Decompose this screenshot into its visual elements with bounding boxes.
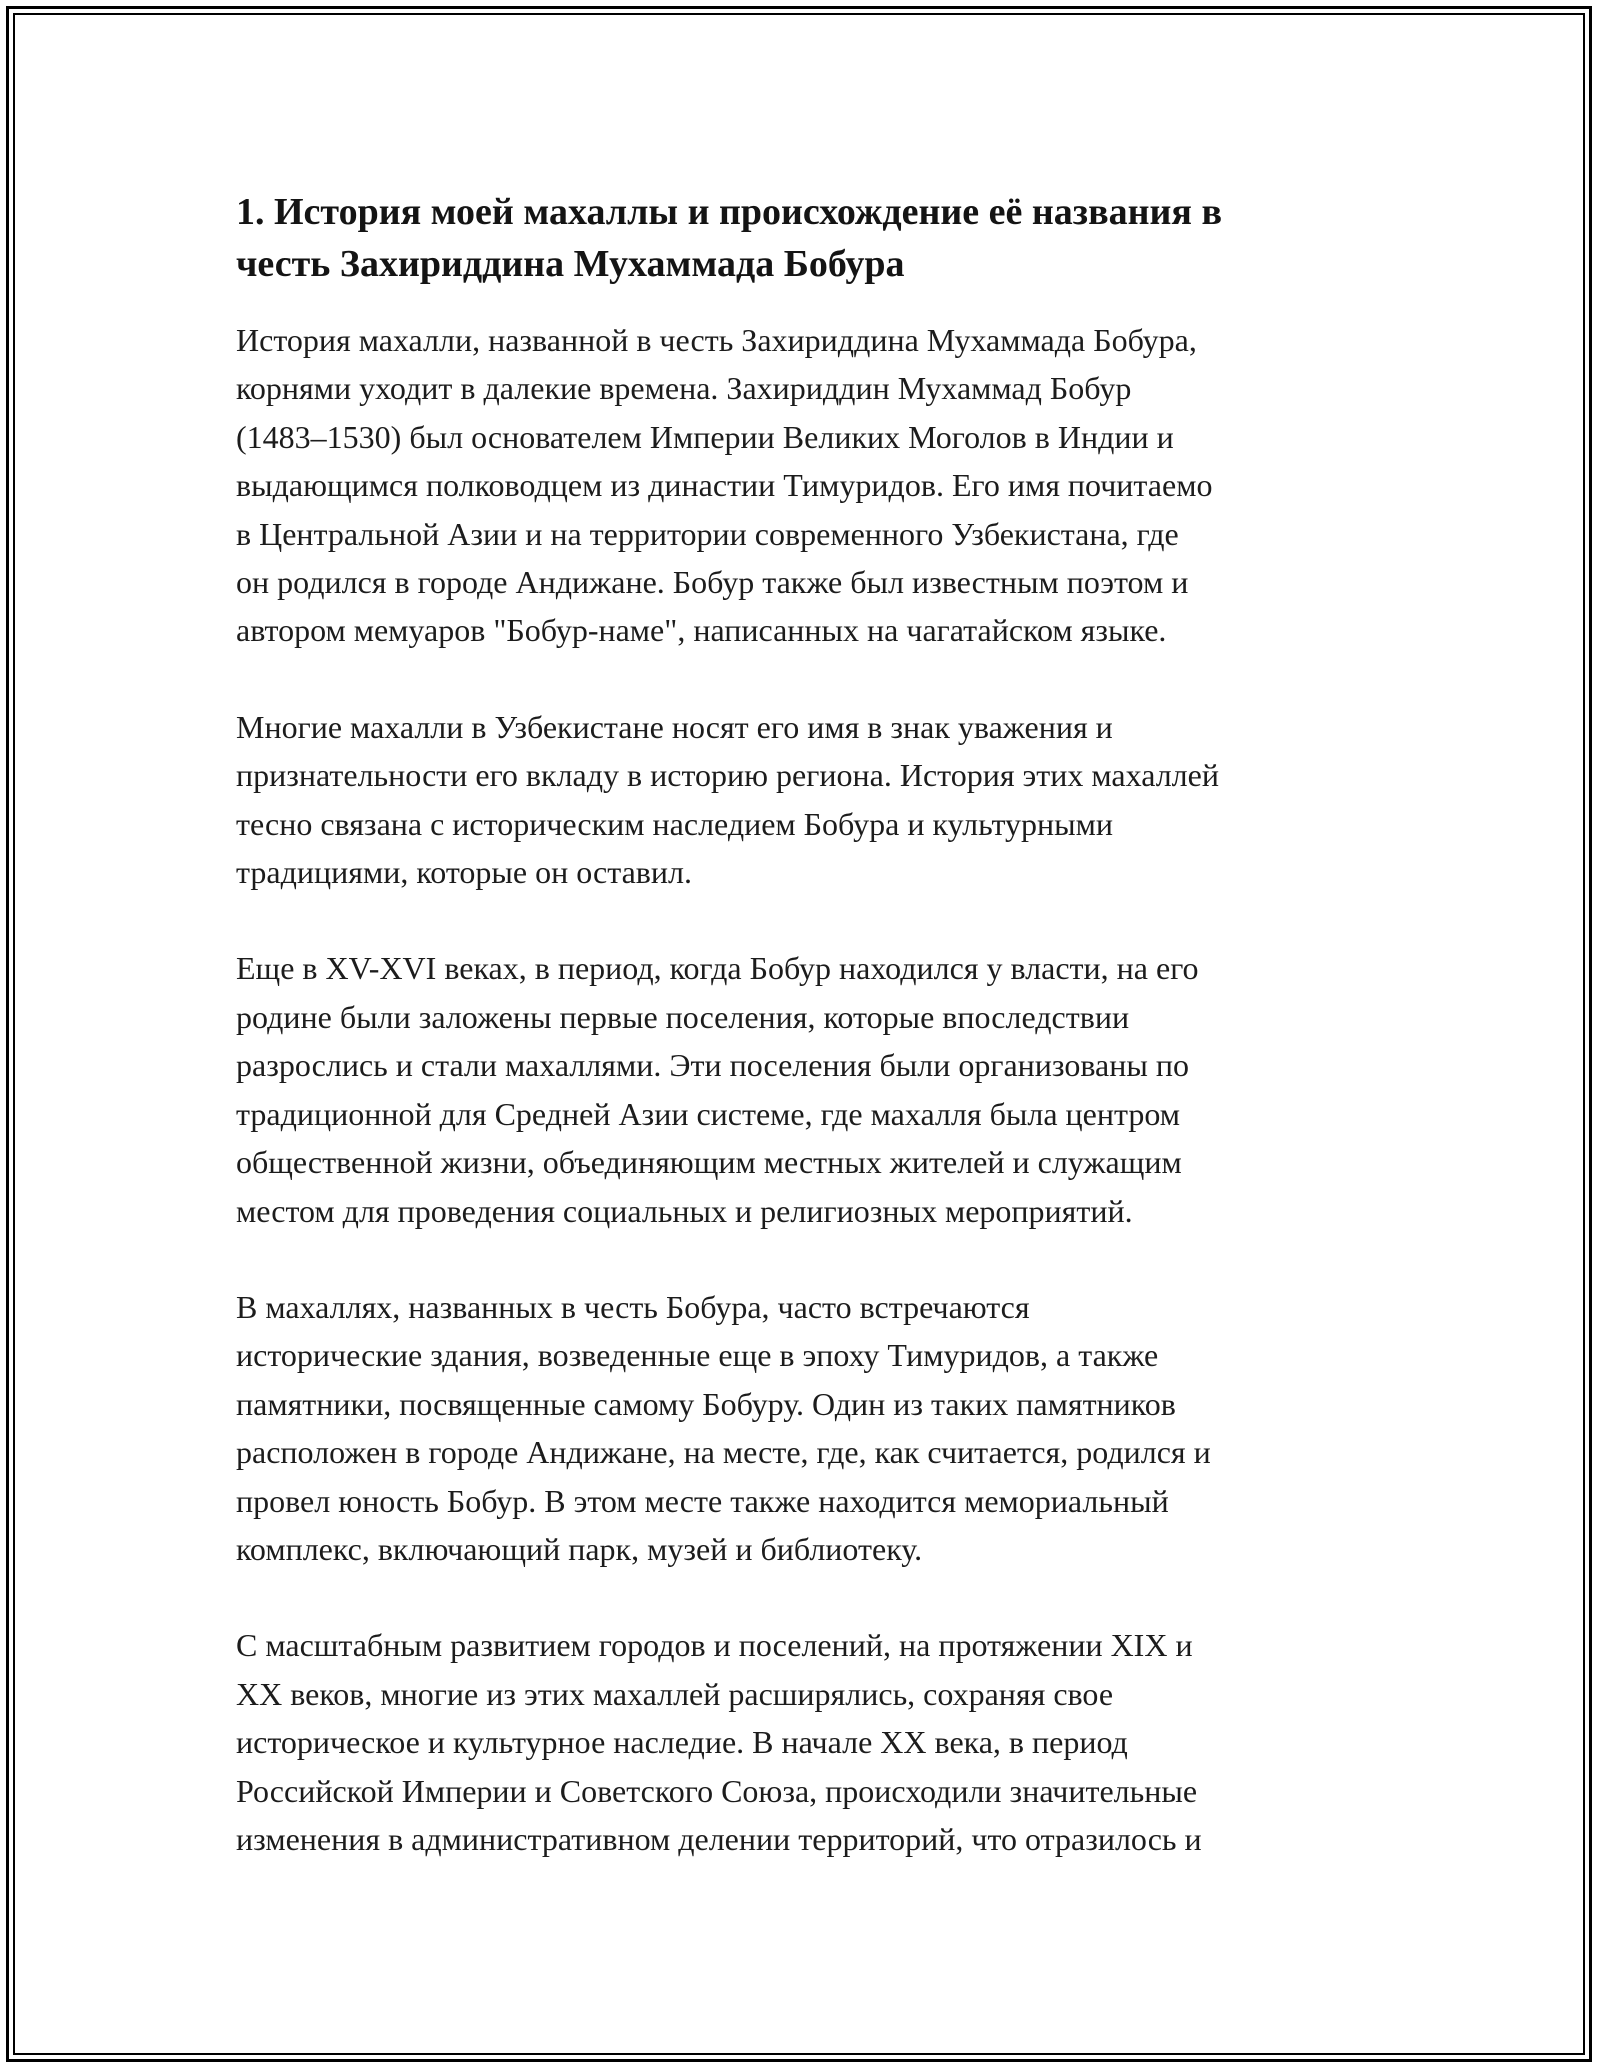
text-line: тесно связана с историческим наследием Бобура и культурными	[236, 805, 1114, 842]
text-line: общественной жизни, объединяющим местных жителей и служащим	[236, 1144, 1182, 1181]
text-line: историческое и культурное наследие. В начале XX века, в период	[236, 1724, 1128, 1761]
text-line: изменения в административном делении территорий, что отразилось и	[236, 1820, 1202, 1857]
text-line: Многие махалли в Узбекистане носят его имя в знак уважения и	[236, 708, 1113, 745]
text-line: традициями, которые он оставил.	[236, 854, 692, 891]
text-line: Российской Империи и Советского Союза, происходили значительные	[236, 1772, 1198, 1809]
text-line: С масштабным развитием городов и поселений, на протяжении XIX и	[236, 1627, 1193, 1664]
paragraph-4	[236, 1283, 1386, 1573]
text-line: (1483–1530) был основателем Империи Великих Моголов в Индии и	[236, 418, 1174, 455]
text-line: автором мемуаров "Бобур-наме", написанных на чагатайском языке.	[236, 612, 1167, 649]
text-line: в Центральной Азии и на территории современного Узбекистана, где	[236, 515, 1179, 552]
text-line: Еще в XV-XVI веках, в период, когда Бобур находился у власти, на его	[236, 950, 1199, 987]
paragraph-3	[236, 944, 1386, 1234]
text-line: памятники, посвященные самому Бобуру. Один из таких памятников	[236, 1385, 1176, 1422]
paragraph-2	[236, 703, 1386, 897]
text-line: История махалли, названной в честь Захириддина Мухаммада Бобура,	[236, 322, 1197, 358]
paragraph-1	[236, 316, 1386, 655]
text-line: родине были заложены первые поселения, которые впоследствии	[236, 998, 1130, 1035]
text-line: местом для проведения социальных и религиозных мероприятий.	[236, 1192, 1133, 1229]
text-line: признательности его вкладу в историю региона. История этих махаллей	[236, 757, 1219, 794]
text-line: исторические здания, возведенные еще в эпоху Тимуридов, а также	[236, 1337, 1159, 1374]
text-line: В махаллях, названных в честь Бобура, часто встречаются	[236, 1288, 1030, 1325]
section-heading	[236, 186, 1386, 290]
text-line: провел юность Бобур. В этом месте также находится мемориальный	[236, 1482, 1169, 1519]
paragraph-list	[236, 316, 1386, 1863]
text-line: комплекс, включающий парк, музей и библиотеку.	[236, 1530, 923, 1567]
text-line: он родился в городе Андижане. Бобур также был известным поэтом и	[236, 564, 1189, 601]
text-line: корнями уходит в далекие времена. Захириддин Мухаммад Бобур	[236, 370, 1132, 407]
text-line: выдающимся полководцем из династии Тимуридов. Его имя почитаемо	[236, 467, 1213, 504]
text-line: расположен в городе Андижане, на месте, где, как считается, родился и	[236, 1434, 1211, 1471]
text-line: XX веков, многие из этих махаллей расширялись, сохраняя свое	[236, 1675, 1114, 1712]
paragraph-5	[236, 1621, 1386, 1863]
document-body	[236, 186, 1386, 1863]
heading-line: честь Захириддина Мухаммада Бобура	[236, 243, 905, 285]
heading-line: 1. История моей махаллы и происхождение её названия в	[236, 191, 1222, 233]
text-line: разрослись и стали махаллями. Эти поселения были организованы по	[236, 1047, 1189, 1084]
text-line: традиционной для Средней Азии системе, где махалля была центром	[236, 1095, 1180, 1132]
